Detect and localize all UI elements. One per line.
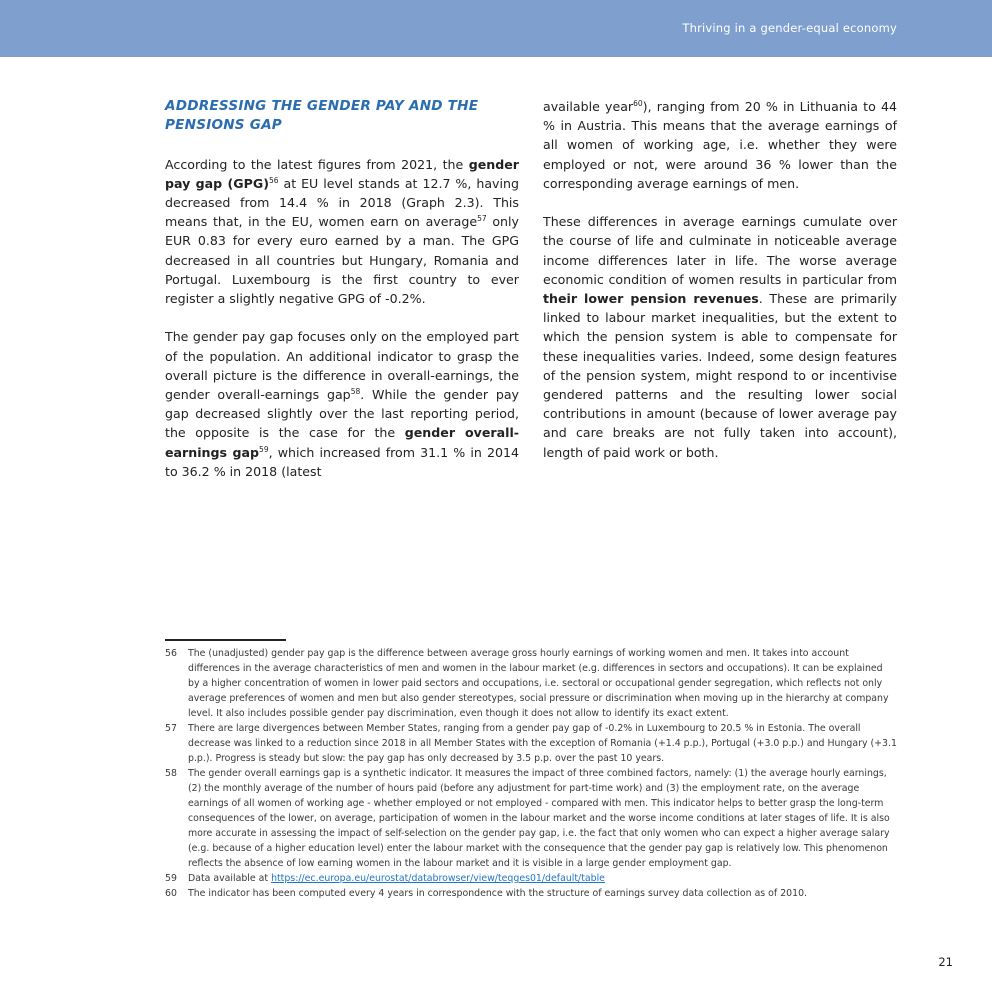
- footnote-text: The indicator has been computed every 4 years in correspondence with the structure of earnings survey data collection as of 2010.: [188, 888, 808, 899]
- term-gender-pay-gap: gender pay gap (GPG): [165, 156, 519, 191]
- section-heading: ADDRESSING THE GENDER PAY AND THE PENSIONS GAP: [165, 98, 479, 134]
- footnote-ref-59[interactable]: 59: [259, 444, 269, 454]
- footnotes: [165, 646, 897, 901]
- footnote-ref-58[interactable]: 58: [350, 387, 361, 397]
- footnote-number: 58: [165, 768, 177, 779]
- footnote-number: 56: [165, 648, 177, 659]
- page-number: 21: [938, 955, 953, 969]
- footnote-text: There are large divergences between Member States, ranging from a gender pay gap of -0.2% in Luxembourg to 20.5 % in Estonia. The overall decrease was linked to a reduction since 2018 in all Member States with the exception of Romania (+1.4 p.p.), Portugal (+3.0 p.p.) and Hungary (+3.1 p.p.). Progress is steady but slow: the pay gap has only decreased by 3.5 p.p. over the past 10 years.: [188, 723, 897, 764]
- running-header-title: Thriving in a gender-equal economy: [682, 21, 897, 35]
- header-band: [0, 0, 992, 57]
- footnote-60: [165, 886, 897, 901]
- footnote-56: [165, 646, 897, 721]
- left-column: [165, 97, 519, 500]
- right-column: [543, 97, 897, 481]
- term-lower-pension-revenues: their lower pension revenues: [543, 291, 759, 307]
- footnote-text: The gender overall earnings gap is a synthetic indicator. It measures the impact of three combined factors, namely: (1) the average hourly earnings, (2) the monthly average of the number of hours paid (before any adjustment for part-time work) and (3) the employment rate, on the average earnings of all women of working age - whether employed or not employed - compared with men. This indicator helps to better grasp the long-term consequences of the lower, on average, participation of women in the labour market and the worse income conditions at later stages of life. It is also more accurate in assessing the impact of self-selection on the gender pay gap, i.e. the fact that only women who can expect a higher average salary (e.g. because of a higher education level) enter the labour market with the consequence that the gender pay gap is relatively low. This phenomenon reflects the absence of low earning women in the labour market and it is visible in a large gender employment gap.: [188, 768, 890, 869]
- paragraph-pension-revenues: These differences in average earnings cumulate over the course of life and culminate in noticeable average income differences later in life. The worse average economic condition of women results in particular from their lower pension revenues. These are primarily linked to labour market inequalities, but the extent to which the pension system is able to compensate for these inequalities varies. Indeed, some design features of the pension system, might respond to or incentivise gendered patterns and the resulting lower social contributions in amount (because of lower average pay and care breaks are not fully taken into account), length of paid work or both.: [543, 214, 897, 460]
- footnote-number: 60: [165, 888, 177, 899]
- footnote-number: 59: [165, 873, 177, 884]
- footnote-text: The (unadjusted) gender pay gap is the difference between average gross hourly earnings of working women and men. It takes into account differences in the average characteristics of men and women in the labour market (e.g. differences in sectors and occupations). It can be explained by a higher concentration of women in lower paid sectors and occupations, i.e. sectoral or occupational gender segregation, which reflects not only average preferences of women and men but also gender stereotypes, social pressure or discrimination when moving up in the hierarchy at company level. It also includes possible gender pay discrimination, even though it does not allow to identify its exact extent.: [188, 648, 889, 719]
- footnote-ref-57[interactable]: 57: [477, 214, 487, 224]
- eurostat-data-link[interactable]: https://ec.europa.eu/eurostat/databrowser/view/teqges01/default/table: [271, 873, 605, 884]
- footnote-separator: [165, 639, 286, 641]
- footnote-58: [165, 766, 897, 871]
- footnote-number: 57: [165, 723, 177, 734]
- footnote-ref-60[interactable]: 60: [633, 99, 643, 108]
- footnote-ref-56[interactable]: 56: [268, 175, 279, 185]
- paragraph-overall-earnings-gap: The gender pay gap focuses only on the employed part of the population. An additional indicator to grasp the overall picture is the difference in overall-earnings, the gender overall-earnings gap$^{58}$. While the gender pay gap decreased slightly over the last reporting period, the opposite is the case for the gender overall-earnings gap$^{59}$, which increased from 31.1 % in 2014 to 36.2 % in 2018 (latest: [165, 329, 520, 479]
- term-gender-overall-earnings-gap: gender overall-earnings gap: [165, 425, 520, 460]
- paragraph-available-year: available year$^{60}$), ranging from 20 % in Lithuania to 44 % in Austria. This means that the average earnings of all women of working age, i.e. whether they were employed or not, were around 36 % lower than the corresponding average earnings of men.: [543, 99, 897, 191]
- footnote-text: Data available at https://ec.europa.eu/eurostat/databrowser/view/teqges01/default/table: [188, 873, 605, 884]
- footnote-59: [165, 871, 897, 886]
- paragraph-gender-pay-gap: According to the latest figures from 2021, the gender pay gap (GPG)$^{56}$ at EU level stands at 12.7 %, having decreased from 14.4 % in 2018 (Graph 2.3). This means that, in the EU, women earn on average$^{57}$ only EUR 0.83 for every euro earned by a man. The GPG decreased in all countries but Hungary, Romania and Portugal. Luxembourg is the first country to ever register a slightly negative GPG of -0.2%.: [165, 156, 519, 307]
- footnote-57: [165, 721, 897, 766]
